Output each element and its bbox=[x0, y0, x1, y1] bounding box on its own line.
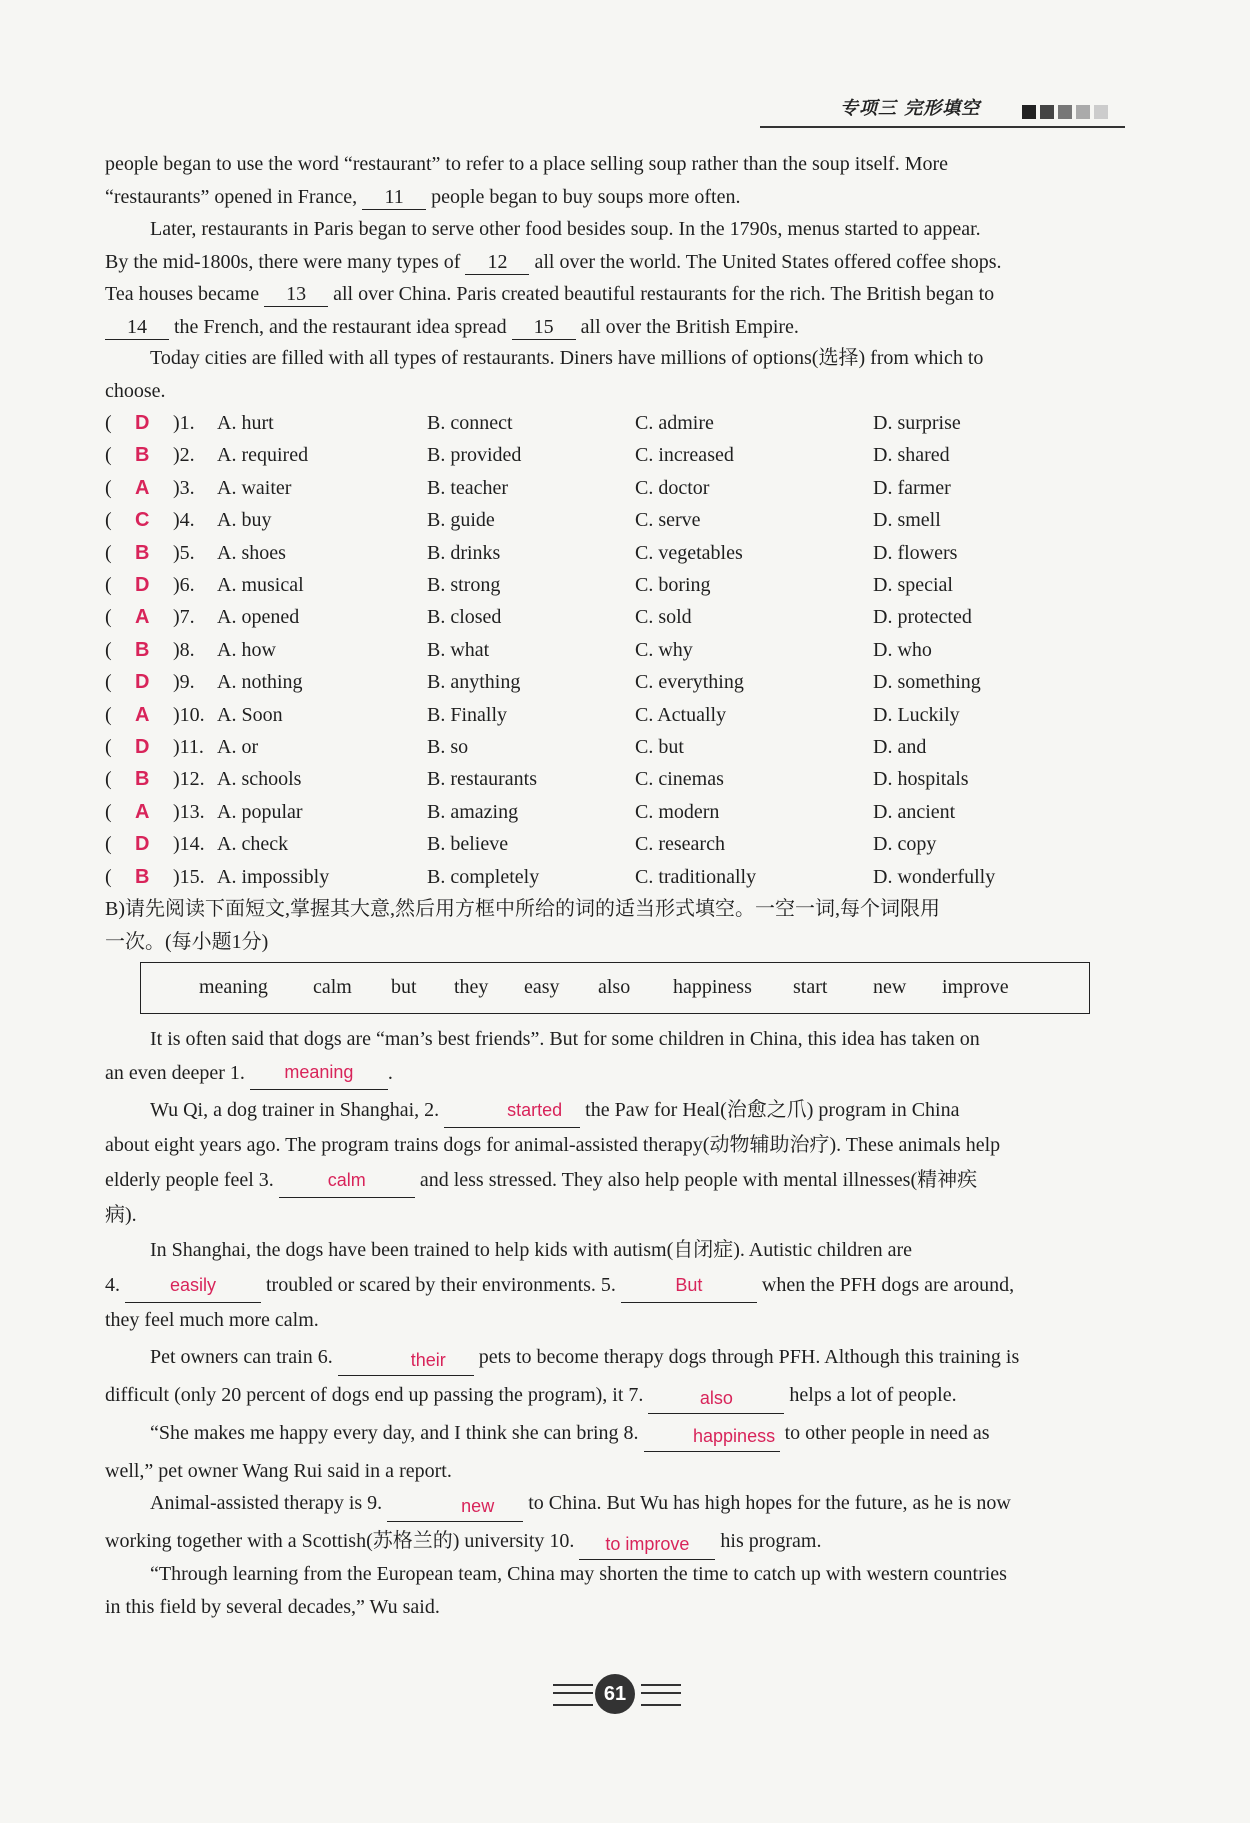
question-number: )13. bbox=[173, 800, 205, 823]
header-square-icon bbox=[1058, 105, 1072, 119]
option-b: B. drinks bbox=[427, 541, 501, 564]
text: elderly people feel 3. bbox=[105, 1169, 274, 1191]
section-b-paragraph-4 bbox=[105, 1338, 1125, 1414]
option-c: C. modern bbox=[635, 800, 720, 823]
option-a: A. musical bbox=[217, 574, 304, 596]
option-b: B. restaurants bbox=[427, 768, 537, 791]
question-number: )1. bbox=[173, 412, 195, 434]
text-line bbox=[105, 1484, 1125, 1522]
option-c: C. why bbox=[635, 638, 693, 661]
left-paren: ( bbox=[105, 606, 112, 629]
option-a: A. or bbox=[217, 736, 259, 758]
option-a: A. shoes bbox=[217, 541, 286, 564]
question-row bbox=[105, 537, 1125, 569]
answer-letter: D bbox=[135, 574, 150, 596]
text-line bbox=[105, 278, 1125, 311]
option-c: C. sold bbox=[635, 606, 692, 629]
word-bank-item: meaning bbox=[199, 976, 268, 998]
text: an even deeper 1. bbox=[105, 1062, 245, 1084]
blank-11: 11 bbox=[362, 185, 426, 210]
left-paren: ( bbox=[105, 574, 112, 596]
answer-letter: A bbox=[135, 476, 150, 499]
option-d: D. Luckily bbox=[873, 703, 960, 726]
answer-blank-5 bbox=[621, 1276, 757, 1303]
option-c: C. research bbox=[635, 833, 725, 856]
answer-text: calm bbox=[327, 1170, 366, 1190]
left-paren: ( bbox=[105, 476, 112, 499]
text: and less stressed. They also help people with mental illnesses(精神疾 bbox=[419, 1169, 978, 1191]
option-b: B. guide bbox=[427, 509, 495, 532]
section-b-paragraph-1 bbox=[105, 1022, 1125, 1090]
passage-a-paragraph-2 bbox=[105, 213, 1125, 343]
option-b: B. teacher bbox=[427, 476, 509, 499]
word-bank-item: also bbox=[598, 976, 631, 998]
option-a: A. popular bbox=[217, 800, 303, 823]
page-number: 61 bbox=[595, 1674, 635, 1714]
question-row bbox=[105, 763, 1125, 795]
option-c: C. serve bbox=[635, 509, 701, 532]
option-d: D. and bbox=[873, 736, 927, 758]
option-a: A. how bbox=[217, 638, 276, 661]
text-line: an even deeper 1. meaning . bbox=[105, 1056, 1125, 1090]
question-number: )7. bbox=[173, 606, 195, 629]
section-b-paragraph-3 bbox=[105, 1233, 1125, 1338]
option-c: C. cinemas bbox=[635, 768, 724, 791]
option-b: B. provided bbox=[427, 444, 522, 467]
question-row bbox=[105, 796, 1125, 828]
text-line bbox=[105, 246, 1125, 279]
option-d: D. hospitals bbox=[873, 768, 969, 791]
blank-14: 14 bbox=[105, 315, 169, 340]
answer-blank-3 bbox=[279, 1171, 415, 1198]
text: when the PFH dogs are around, bbox=[761, 1274, 1015, 1296]
text-line bbox=[105, 1522, 1125, 1560]
question-row bbox=[105, 861, 1125, 893]
option-d: D. farmer bbox=[873, 476, 951, 499]
left-paren: ( bbox=[105, 541, 112, 564]
option-d: D. wonderfully bbox=[873, 865, 996, 888]
question-row bbox=[105, 731, 1125, 763]
text-line: B)请先阅读下面短文,掌握其大意,然后用方框中所给的词的适当形式填空。一空一词,每个词限用 bbox=[105, 898, 940, 920]
decorative-lines-icon bbox=[553, 1684, 593, 1706]
answer-blank-8 bbox=[644, 1425, 780, 1452]
answer-blank-7 bbox=[648, 1387, 784, 1414]
answer-text: new bbox=[461, 1496, 495, 1516]
question-row bbox=[105, 634, 1125, 666]
blank-15: 15 bbox=[512, 315, 576, 340]
text: “She makes me happy every day, and I think she can bring 8. bbox=[150, 1422, 639, 1444]
option-b: B. amazing bbox=[427, 800, 519, 823]
question-row bbox=[105, 407, 1125, 439]
answer-text: also bbox=[699, 1388, 733, 1408]
text: his program. bbox=[720, 1530, 822, 1552]
section-header bbox=[760, 92, 1125, 128]
answer-blank-1 bbox=[250, 1063, 388, 1090]
text: working together with a Scottish(苏格兰的) university 10. bbox=[105, 1530, 575, 1552]
section-b-instructions bbox=[105, 893, 1125, 958]
text-line bbox=[105, 311, 1125, 344]
option-c: C. Actually bbox=[635, 703, 727, 726]
left-paren: ( bbox=[105, 638, 112, 661]
answer-letter: D bbox=[135, 671, 150, 694]
answer-letter: B bbox=[135, 768, 150, 791]
option-a: A. schools bbox=[217, 768, 302, 791]
answer-letter: B bbox=[135, 444, 150, 467]
left-paren: ( bbox=[105, 833, 112, 856]
left-paren: ( bbox=[105, 736, 112, 758]
passage-a-paragraph-1 bbox=[105, 148, 1125, 213]
answer-letter: B bbox=[135, 638, 150, 661]
decorative-lines-icon bbox=[641, 1684, 681, 1706]
question-row bbox=[105, 439, 1125, 471]
left-paren: ( bbox=[105, 671, 112, 694]
answer-text: their bbox=[410, 1350, 446, 1370]
question-number: )6. bbox=[173, 574, 195, 596]
text: to other people in need as bbox=[784, 1422, 990, 1444]
blank-12: 12 bbox=[465, 250, 529, 275]
option-d: D. surprise bbox=[873, 412, 961, 434]
text-line: people began to use the word “restaurant” to refer to a place selling soup rather than the soup itself. More bbox=[105, 153, 949, 175]
option-d: D. smell bbox=[873, 509, 941, 532]
option-c: C. boring bbox=[635, 574, 711, 596]
text-line: 病). bbox=[105, 1204, 137, 1226]
text: troubled or scared by their environments. 5. bbox=[266, 1274, 616, 1296]
question-number: )8. bbox=[173, 638, 195, 661]
question-row bbox=[105, 569, 1125, 601]
word-bank-item: but bbox=[391, 976, 417, 998]
text: to China. But Wu has high hopes for the future, as he is now bbox=[528, 1492, 1011, 1514]
answer-text: easily bbox=[169, 1275, 217, 1295]
option-b: B. closed bbox=[427, 606, 502, 629]
text-line: about eight years ago. The program trains dogs for animal-assisted therapy(动物辅助治疗). These animals help bbox=[105, 1134, 1001, 1156]
word-bank-item: happiness bbox=[673, 976, 752, 998]
answer-letter: A bbox=[135, 800, 150, 823]
text-line: It is often said that dogs are “man’s best friends”. But for some children in China, this idea has taken on bbox=[150, 1028, 980, 1050]
answer-text: happiness bbox=[693, 1426, 776, 1446]
left-paren: ( bbox=[105, 444, 112, 467]
text-line bbox=[105, 1338, 1125, 1376]
option-a: A. opened bbox=[217, 606, 300, 629]
text: “restaurants” opened in France, bbox=[105, 185, 358, 208]
option-d: D. special bbox=[873, 574, 953, 596]
answer-letter: D bbox=[135, 412, 150, 434]
answer-letter: D bbox=[135, 833, 150, 856]
question-number: )15. bbox=[173, 865, 205, 888]
option-d: D. shared bbox=[873, 444, 950, 467]
text: all over the world. The United States offered coffee shops. bbox=[534, 250, 1002, 273]
question-number: )4. bbox=[173, 509, 195, 532]
answer-blank-4 bbox=[125, 1276, 261, 1303]
option-c: C. everything bbox=[635, 671, 744, 694]
option-a: A. check bbox=[217, 833, 289, 856]
option-a: A. required bbox=[217, 444, 309, 467]
page-number-badge bbox=[553, 1672, 683, 1716]
text: Pet owners can train 6. bbox=[150, 1346, 333, 1368]
text: the Paw for Heal(治愈之爪) program in China bbox=[585, 1099, 960, 1121]
answer-blank-2 bbox=[444, 1101, 580, 1128]
question-number: )10. bbox=[173, 703, 205, 726]
text: Wu Qi, a dog trainer in Shanghai, 2. bbox=[150, 1099, 440, 1121]
word-bank-item: improve bbox=[942, 976, 1009, 998]
answer-text: But bbox=[675, 1275, 703, 1295]
option-c: C. admire bbox=[635, 412, 714, 434]
text-line bbox=[105, 1093, 1125, 1128]
left-paren: ( bbox=[105, 509, 112, 532]
question-number: )14. bbox=[173, 833, 205, 856]
question-row bbox=[105, 472, 1125, 504]
text: By the mid-1800s, there were many types of bbox=[105, 250, 461, 273]
word-bank-item: start bbox=[793, 976, 828, 998]
word-bank-item: new bbox=[873, 976, 907, 998]
question-number: )5. bbox=[173, 541, 195, 564]
answer-letter: B bbox=[135, 541, 150, 564]
text: helps a lot of people. bbox=[789, 1384, 957, 1406]
text: the French, and the restaurant idea spread bbox=[174, 315, 507, 338]
answer-letter: A bbox=[135, 606, 150, 629]
text-line: 一次。(每小题1分) bbox=[105, 930, 269, 953]
answer-blank-10 bbox=[579, 1533, 715, 1560]
option-d: D. flowers bbox=[873, 541, 958, 564]
text: pets to become therapy dogs through PFH. Although this training is bbox=[478, 1346, 1020, 1368]
text-line: they feel much more calm. bbox=[105, 1309, 319, 1331]
left-paren: ( bbox=[105, 703, 112, 726]
text-line bbox=[105, 1163, 1125, 1198]
option-d: D. protected bbox=[873, 606, 972, 629]
option-b: B. strong bbox=[427, 574, 501, 596]
section-b-paragraph-6 bbox=[105, 1484, 1125, 1560]
text: 4. bbox=[105, 1274, 120, 1296]
left-paren: ( bbox=[105, 768, 112, 791]
option-c: C. but bbox=[635, 736, 684, 758]
question-number: )12. bbox=[173, 768, 205, 791]
header-square-icon bbox=[1040, 105, 1054, 119]
question-number: )9. bbox=[173, 671, 195, 694]
text-line bbox=[105, 1376, 1125, 1414]
text: all over China. Paris created beautiful restaurants for the rich. The British began to bbox=[333, 283, 995, 305]
question-row bbox=[105, 601, 1125, 633]
header-square-icon bbox=[1094, 105, 1108, 119]
section-title: 专项三 完形填空 bbox=[840, 98, 981, 119]
word-bank-item: easy bbox=[524, 976, 560, 998]
option-b: B. connect bbox=[427, 412, 513, 434]
question-number: )2. bbox=[173, 444, 195, 467]
option-c: C. vegetables bbox=[635, 541, 743, 564]
text-line: In Shanghai, the dogs have been trained to help kids with autism(自闭症). Autistic children are bbox=[150, 1239, 913, 1261]
answer-letter: A bbox=[135, 703, 150, 726]
text-line bbox=[105, 1414, 1125, 1452]
option-d: D. something bbox=[873, 671, 981, 694]
left-paren: ( bbox=[105, 800, 112, 823]
option-a: A. impossibly bbox=[217, 865, 330, 888]
option-b: B. what bbox=[427, 638, 490, 661]
option-c: C. doctor bbox=[635, 476, 710, 499]
left-paren: ( bbox=[105, 412, 112, 434]
text-line: “Through learning from the European team, China may shorten the time to catch up with western countries bbox=[150, 1563, 1007, 1585]
question-row bbox=[105, 504, 1125, 536]
option-a: A. nothing bbox=[217, 671, 303, 694]
question-row bbox=[105, 699, 1125, 731]
option-b: B. Finally bbox=[427, 703, 508, 726]
header-square-icon bbox=[1022, 105, 1036, 119]
option-b: B. believe bbox=[427, 833, 509, 856]
question-row bbox=[105, 828, 1125, 860]
text: all over the British Empire. bbox=[580, 315, 799, 338]
left-paren: ( bbox=[105, 865, 112, 888]
answer-letter: B bbox=[135, 865, 150, 888]
text-line: Later, restaurants in Paris began to serve other food besides soup. In the 1790s, menus started to appear. bbox=[150, 218, 981, 240]
answer-letter: D bbox=[135, 736, 150, 758]
text: difficult (only 20 percent of dogs end up passing the program), it 7. bbox=[105, 1384, 644, 1406]
question-number: )11. bbox=[173, 736, 204, 758]
answer-text: meaning bbox=[284, 1062, 354, 1082]
answer-text: started bbox=[507, 1100, 563, 1120]
question-row bbox=[105, 666, 1125, 698]
section-b-paragraph-5 bbox=[105, 1414, 1125, 1490]
answer-blank-6 bbox=[338, 1349, 474, 1376]
option-b: B. so bbox=[427, 736, 469, 758]
text-line: in this field by several decades,” Wu said. bbox=[105, 1596, 440, 1618]
word-bank-box bbox=[140, 962, 1090, 1014]
text-line bbox=[105, 181, 1125, 214]
option-c: C. traditionally bbox=[635, 865, 757, 888]
text: people began to buy soups more often. bbox=[431, 185, 741, 208]
option-d: D. copy bbox=[873, 833, 937, 856]
text-line bbox=[105, 1268, 1125, 1303]
text: Animal-assisted therapy is 9. bbox=[150, 1492, 383, 1514]
text-line: Today cities are filled with all types of restaurants. Diners have millions of options(选择) from which to bbox=[150, 347, 984, 369]
answer-text: to improve bbox=[605, 1534, 690, 1554]
passage-a-paragraph-3 bbox=[105, 342, 1125, 407]
section-b-paragraph-2 bbox=[105, 1093, 1125, 1233]
option-a: A. buy bbox=[217, 509, 272, 532]
option-a: A. Soon bbox=[217, 703, 283, 726]
text-line: well,” pet owner Wang Rui said in a report. bbox=[105, 1460, 452, 1482]
option-c: C. increased bbox=[635, 444, 734, 467]
word-bank-item: they bbox=[454, 976, 489, 998]
header-square-icon bbox=[1076, 105, 1090, 119]
option-b: B. completely bbox=[427, 865, 540, 888]
question-number: )3. bbox=[173, 476, 195, 499]
blank-13: 13 bbox=[264, 282, 328, 307]
option-a: A. waiter bbox=[217, 476, 292, 499]
text-line: choose. bbox=[105, 379, 166, 402]
option-a: A. hurt bbox=[217, 412, 274, 434]
answer-blank-9 bbox=[387, 1495, 523, 1522]
word-bank-item: calm bbox=[313, 976, 352, 998]
option-d: D. who bbox=[873, 638, 932, 661]
text: Tea houses became bbox=[105, 283, 260, 305]
option-d: D. ancient bbox=[873, 800, 956, 823]
answer-letter: C bbox=[135, 509, 150, 532]
section-b-paragraph-7 bbox=[105, 1558, 1125, 1624]
option-b: B. anything bbox=[427, 671, 521, 694]
